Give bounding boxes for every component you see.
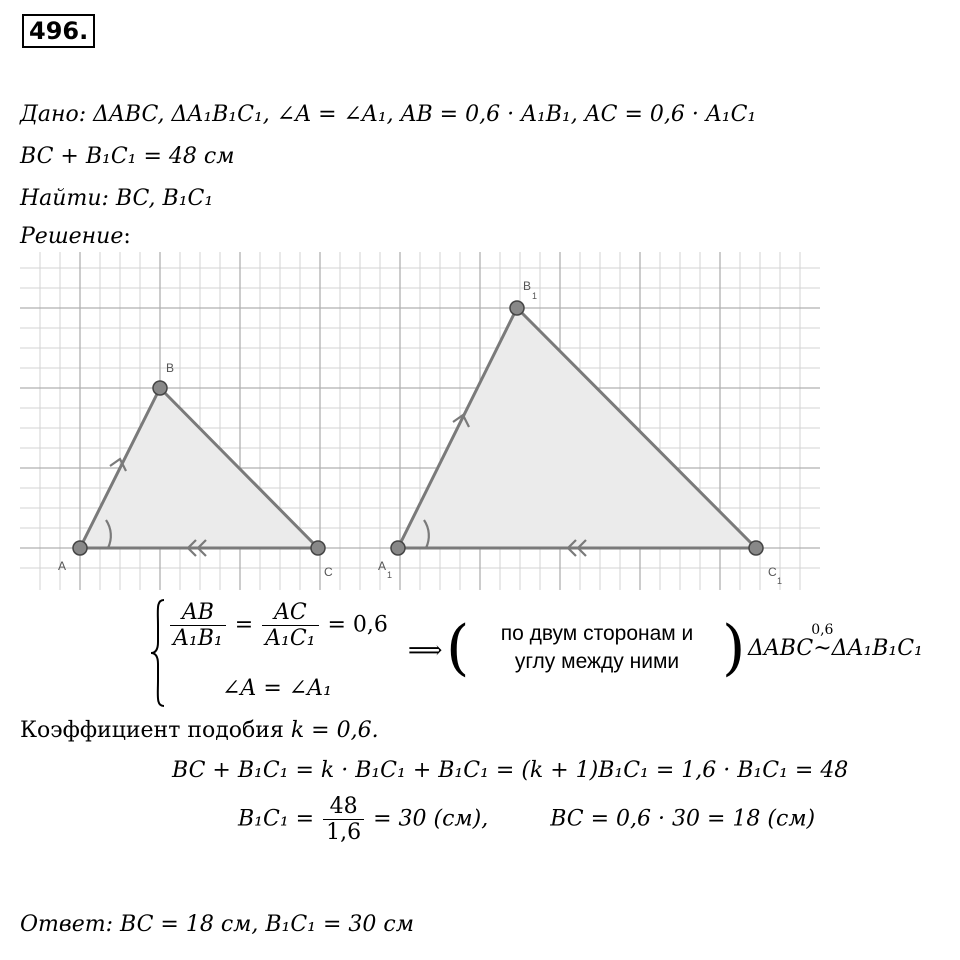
given-label: Дано [20,102,79,127]
solution-line [20,222,131,252]
criterion-line-2: углу между ними [514,650,680,673]
similarity-statement [748,622,923,661]
right-paren: ) [722,613,746,683]
coefficient-text: Коэффициент подобия [20,718,291,743]
calc2-fraction [323,794,364,845]
given-line [20,100,756,130]
find-text: : BC, B₁C₁ [101,186,214,211]
frac-ac-num: AC [262,600,318,626]
label-a1: A [378,559,387,573]
label-a: A [58,559,67,573]
similar-right: ΔA₁B₁C₁ [831,636,923,661]
calculation-line-1: BC + B₁C₁ = k · B₁C₁ + B₁C₁ = (k + 1)B₁C₁ = 1,6 · B₁C₁ = 48 [172,758,849,783]
solution-label: Решение [20,224,124,249]
find-line [20,184,213,214]
problem-number: 496. [22,14,95,48]
solution-colon: : [123,224,131,249]
label-c1-sub: 1 [777,576,783,586]
frac-ac-den: A₁C₁ [265,626,316,651]
ratio-equation: $\frac{AB}{\text{A₁B₁}}$ = $\frac{AC}{\text{A₁C₁}}$ = 0,6 [168,600,388,651]
point-b [153,381,167,395]
answer-text: : BC = 18 см, B₁C₁ = 30 см [105,912,414,937]
point-a1 [391,541,405,555]
calc2-lhs: B₁C₁ = [238,806,315,832]
system-brace [150,598,166,708]
similar-sign: ~ [813,636,832,661]
triangles-figure [20,252,820,590]
answer-line [20,910,414,940]
criterion-text [472,620,722,676]
calc2-rhs: = 30 (см), [373,806,489,832]
label-c: C [324,565,333,579]
point-a [73,541,87,555]
point-c1 [749,541,763,555]
given-text: : ΔABC, ΔA₁B₁C₁, ∠A = ∠A₁, AB = 0,6 · A₁B₁, AC = 0,6 · A₁C₁ [78,102,757,127]
criterion-line-1: по двум сторонам и [500,622,694,645]
similarity-system [150,598,960,708]
similar-coef: 0,6 [811,622,834,638]
coefficient-line [20,716,379,746]
similar-left: ΔABC [748,636,814,661]
calculation-line-2 [238,794,815,845]
find-label: Найти [20,186,102,211]
fraction-ab [170,600,226,651]
given-line-2: BC + B₁C₁ = 48 см [20,144,235,169]
frac-ab-num: AB [170,600,226,626]
angle-equality: ∠A = ∠A₁ [222,676,332,701]
label-b: B [166,361,175,375]
calc2-num: 48 [323,794,364,820]
answer-label: Ответ [20,912,106,937]
fraction-ac [262,600,318,651]
left-paren: ( [446,613,470,683]
label-c1: C [768,565,777,579]
label-b1: B [523,279,532,293]
frac-ab-den: A₁B₁ [173,626,223,651]
ratio-value: = 0,6 [327,612,388,638]
implies-arrow: ⟹ [408,636,443,664]
calc2-bc: BC = 0,6 · 30 = 18 (см) [550,806,816,832]
label-a1-sub: 1 [387,570,393,580]
calc2-den: 1,6 [326,820,362,845]
point-b1 [510,301,524,315]
coefficient-value: k = 0,6. [290,718,379,743]
label-b1-sub: 1 [532,291,538,301]
point-c [311,541,325,555]
